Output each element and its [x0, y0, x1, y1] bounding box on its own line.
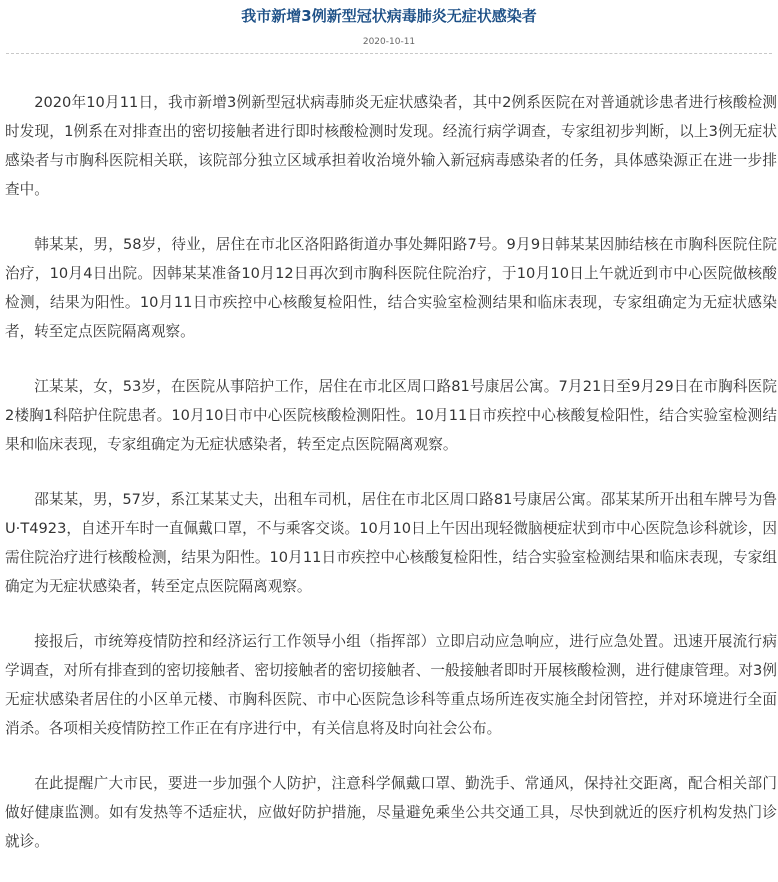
- article-body: [5, 88, 777, 882]
- paragraph-summary: 2020年10月11日，我市新增3例新型冠状病毒肺炎无症状感染者，其中2例系医院在对普通就诊患者进行核酸检测时发现，1例系在对排查出的密切接触者进行即时核酸检测时发现。经流行病学调查，专家组初步判断，以上3例无症状感染者与市胸科医院相关联，该院部分独立区域承担着收治境外输入新冠病毒感染者的任务，具体感染源正在进一步排查中。: [5, 94, 777, 198]
- publish-date: 2020-10-11: [362, 37, 416, 47]
- paragraph-case-shao: 邵某某，男，57岁，系江某某丈夫，出租车司机，居住在市北区周口路81号康居公寓。邵某某所开出租车牌号为鲁U·T4923，自述开车时一直佩戴口罩，不与乘客交谈。10月10日上午因出现轻微脑梗症状到市中心医院急诊科就诊，因需住院治疗进行核酸检测，结果为阳性。10月11日市疾控中心核酸复检阳性，结合实验室检测结果和临床表现，专家组确定为无症状感染者，转至定点医院隔离观察。: [5, 491, 777, 595]
- title-divider: [6, 53, 772, 54]
- paragraph-response: 接报后，市统筹疫情防控和经济运行工作领导小组（指挥部）立即启动应急响应，进行应急处置。迅速开展流行病学调查，对所有排查到的密切接触者、密切接触者的密切接触者、一般接触者即时开展核酸检测，进行健康管理。对3例无症状感染者居住的小区单元楼、市胸科医院、市中心医院急诊科等重点场所连夜实施全封闭管控，并对环境进行全面消杀。各项相关疫情防控工作正在有序进行中，有关信息将及时向社会公布。: [5, 633, 777, 737]
- article-title: 我市新增3例新型冠状病毒肺炎无症状感染者: [241, 7, 537, 25]
- paragraph-case-jiang: 江某某，女，53岁，在医院从事陪护工作，居住在市北区周口路81号康居公寓。7月21日至9月29日在市胸科医院2楼胸1科陪护住院患者。10月10日市中心医院核酸检测阳性。10月11日市疾控中心核酸复检阳性，结合实验室检测结果和临床表现，专家组确定为无症状感染者，转至定点医院隔离观察。: [5, 378, 777, 453]
- paragraph-case-han: 韩某某，男，58岁，待业，居住在市北区洛阳路街道办事处舞阳路7号。9月9日韩某某因肺结核在市胸科医院住院治疗，10月4日出院。因韩某某准备10月12日再次到市胸科医院住院治疗，于10月10日上午就近到市中心医院做核酸检测，结果为阳性。10月11日市疾控中心核酸复检阳性，结合实验室检测结果和临床表现，专家组确定为无症状感染者，转至定点医院隔离观察。: [5, 236, 777, 340]
- paragraph-reminder: 在此提醒广大市民，要进一步加强个人防护，注意科学佩戴口罩、勤洗手、常通风，保持社交距离，配合相关部门做好健康监测。如有发热等不适症状，应做好防护措施，尽量避免乘坐公共交通工具，尽快到就近的医疗机构发热门诊就诊。: [5, 775, 777, 850]
